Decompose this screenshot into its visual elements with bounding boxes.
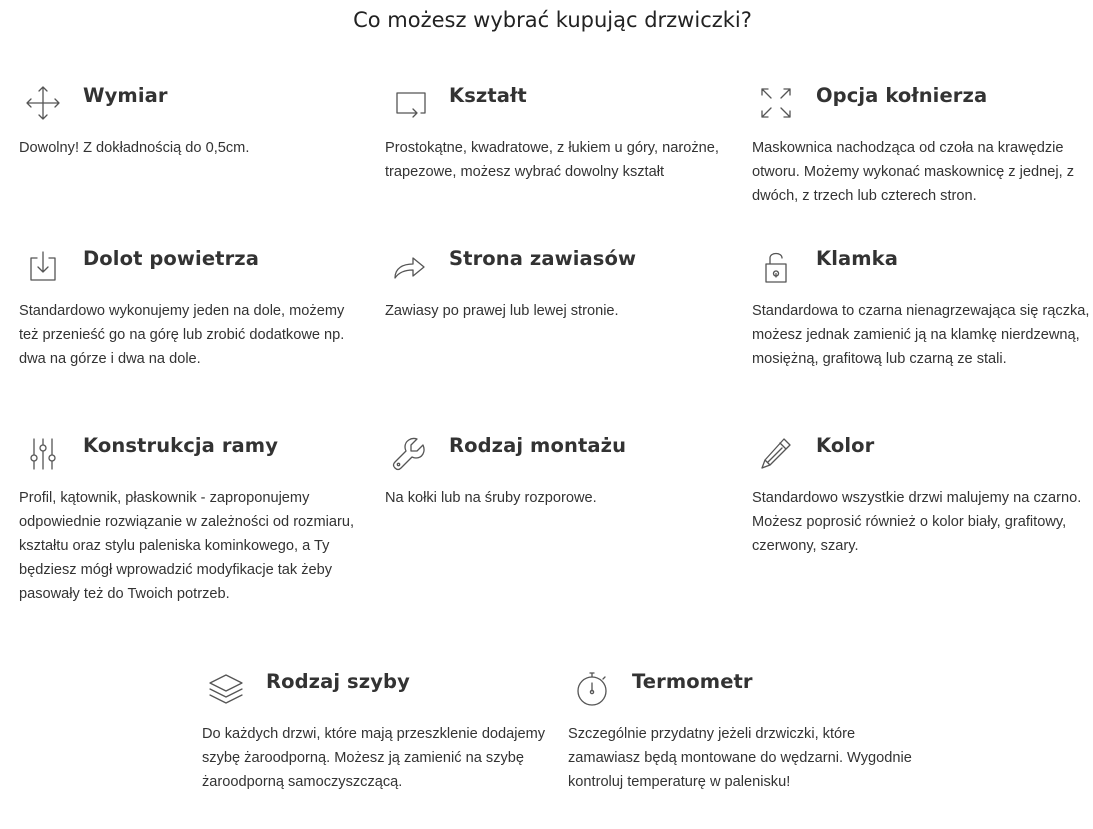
feature-description: Standardowo wszystkie drzwi malujemy na czarno. Możesz poprosić również o kolor biały, grafitowy, czerwony, szary.	[752, 490, 1082, 554]
feature-termometr	[568, 669, 913, 790]
feature-dolot-powietrza	[19, 246, 364, 367]
feature-strona-zawiasow	[385, 246, 730, 319]
pencil-icon	[758, 435, 794, 471]
feature-description: Zawiasy po prawej lub lewej stronie.	[385, 303, 619, 319]
sliders-icon	[25, 435, 61, 471]
air-inlet-icon	[25, 248, 61, 284]
layers-icon	[208, 671, 244, 707]
feature-title: Konstrukcja ramy	[83, 434, 279, 457]
feature-description: Prostokątne, kwadratowe, z łukiem u góry, narożne, trapezowe, możesz wybrać dowolny kształt	[385, 140, 719, 180]
move-arrows-icon	[25, 85, 61, 121]
lock-icon	[758, 248, 794, 284]
feature-description: Do każdych drzwi, które mają przeszklenie dodajemy szybę żaroodporną. Możesz ją zamienić na szybę żaroodporną samoczyszczącą.	[202, 726, 546, 790]
expand-icon	[758, 85, 794, 121]
feature-title: Strona zawiasów	[449, 247, 637, 270]
feature-description: Szczególnie przydatny jeżeli drzwiczki, które zamawiasz będą montowane do wędzarni. Wygodnie kontroluj temperaturę w palenisku!	[568, 726, 912, 790]
feature-title: Rodzaj szyby	[266, 670, 410, 693]
feature-title: Termometr	[632, 670, 753, 693]
feature-kolor	[752, 433, 1093, 554]
feature-description: Na kołki lub na śruby rozporowe.	[385, 490, 597, 506]
feature-title: Klamka	[816, 247, 898, 270]
feature-rodzaj-szyby	[202, 669, 547, 790]
feature-description: Standardowo wykonujemy jeden na dole, możemy też przenieść go na górę lub zrobić dodatkowe np. dwa na górze i dwa na dole.	[19, 303, 345, 367]
feature-wymiar	[19, 83, 364, 156]
feature-title: Wymiar	[83, 84, 168, 107]
feature-title: Opcja kołnierza	[816, 84, 988, 107]
feature-rodzaj-montazu	[385, 433, 730, 506]
wrench-icon	[391, 435, 427, 471]
feature-ksztalt	[385, 83, 730, 180]
thermometer-gauge-icon	[574, 671, 610, 707]
shape-icon	[391, 85, 427, 121]
feature-description: Maskownica nachodząca od czoła na krawędzie otworu. Możemy wykonać maskownicę z jednej, z dwóch, z trzech lub czterech stron.	[752, 140, 1074, 204]
feature-title: Dolot powietrza	[83, 247, 260, 270]
feature-description: Dowolny! Z dokładnością do 0,5cm.	[19, 140, 250, 156]
hinge-arrow-icon	[391, 248, 427, 284]
feature-konstrukcja-ramy	[19, 433, 364, 602]
feature-description: Standardowa to czarna nienagrzewająca się rączka, możesz jednak zamienić ją na klamkę nierdzewną, mosiężną, grafitową lub czarną ze stali.	[752, 303, 1090, 367]
page-title: Co możesz wybrać kupując drzwiczki?	[353, 8, 752, 32]
feature-klamka	[752, 246, 1093, 367]
feature-description: Profil, kątownik, płaskownik - zaproponujemy odpowiednie rozwiązanie w zależności od rozmiaru, kształtu oraz stylu paleniska kominkowego, a Ty będziesz mógł wprowadzić modyfikacje tak żeby pasowały też do Twoich potrzeb.	[19, 490, 355, 602]
feature-opcja-kolnierza	[752, 83, 1093, 204]
feature-title: Rodzaj montażu	[449, 434, 627, 457]
feature-title: Kolor	[816, 434, 875, 457]
feature-title: Kształt	[449, 84, 527, 107]
